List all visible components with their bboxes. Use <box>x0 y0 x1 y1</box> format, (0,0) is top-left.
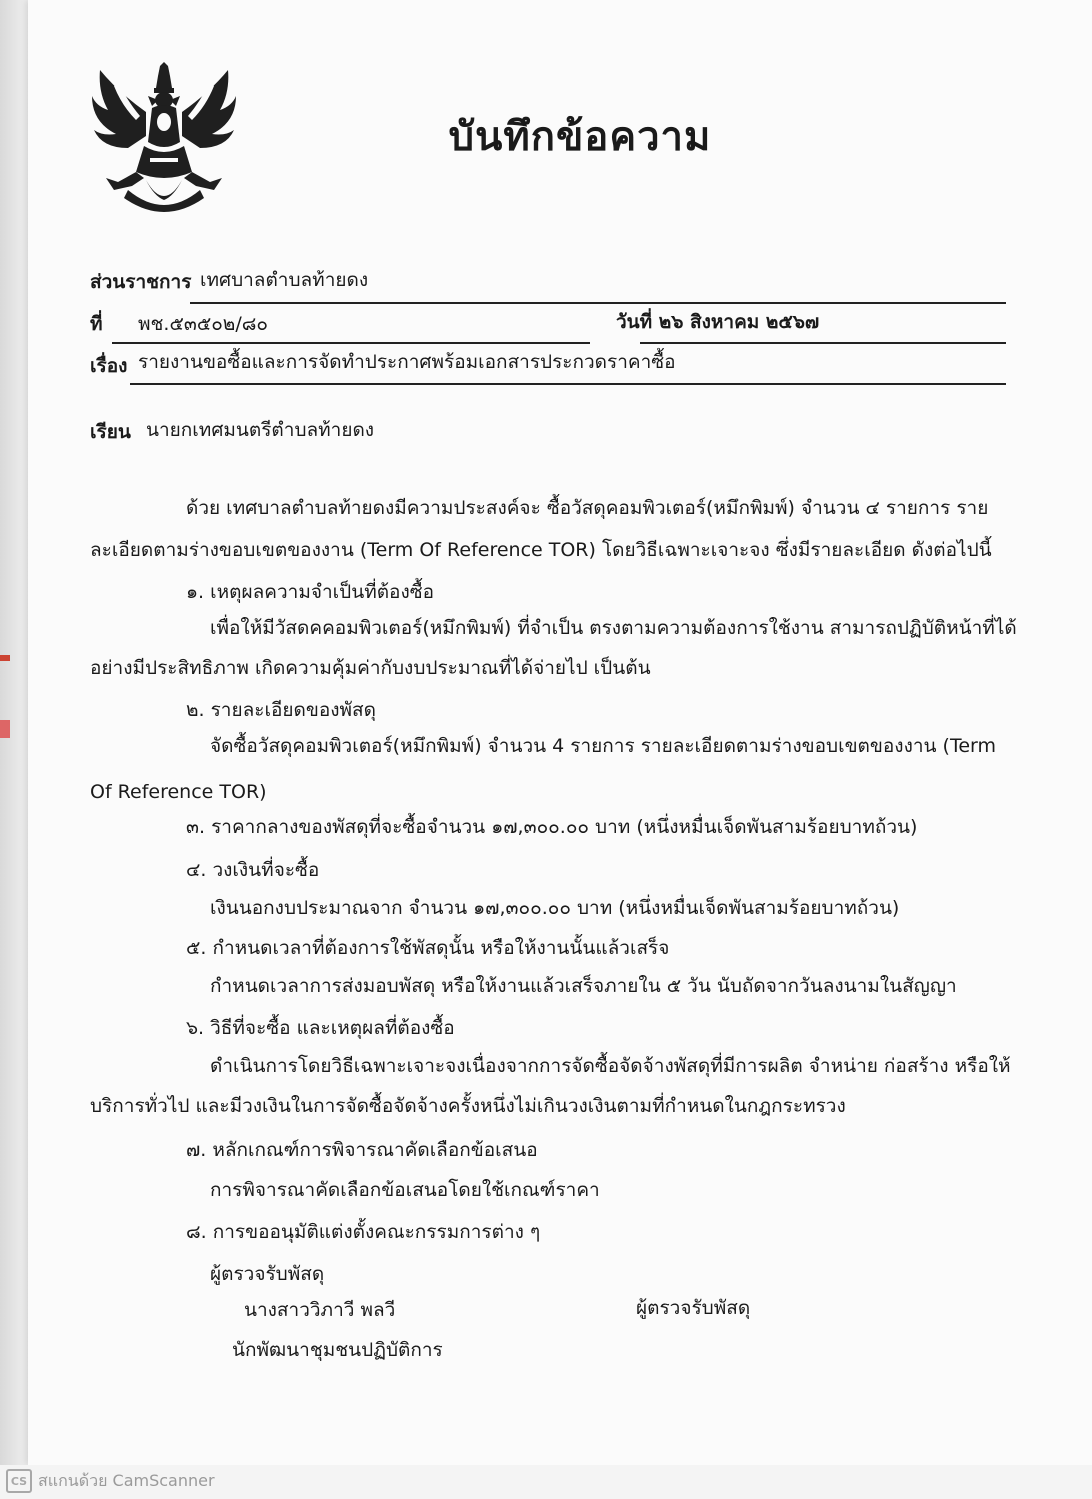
section-2-line-1: จัดซื้อวัสดุคอมพิวเตอร์(หมึกพิมพ์) จำนวน 4 รายการ รายละเอียดตามร่างขอบเขตของงาน (Term <box>210 735 997 757</box>
section-5-heading: ๕. กำหนดเวลาที่ต้องการใช้พัสดุนั้น หรือให้งานนั้นแล้วเสร็จ <box>186 937 670 959</box>
date-underline <box>640 342 1006 344</box>
agency-label: ส่วนราชการ <box>90 271 192 293</box>
section-4-line: เงินนอกงบประมาณจาก จำนวน ๑๗,๓๐๐.๐๐ บาท (หนึ่งหมื่นเจ็ดพันสามร้อยบาทถ้วน) <box>210 897 900 919</box>
section-7-heading: ๗. หลักเกณฑ์การพิจารณาคัดเลือกข้อเสนอ <box>186 1139 538 1161</box>
section-2-heading: ๒. รายละเอียดของพัสดุ <box>186 699 376 721</box>
ref-label: ที่ <box>90 313 103 335</box>
section-1-line-2: อย่างมีประสิทธิภาพ เกิดความคุ้มค่ากับงบประมาณที่ได้จ่ายไป เป็นต้น <box>90 657 651 679</box>
section-6-line-2: บริการทั่วไป และมีวงเงินในการจัดซื้อจัดจ้างครั้งหนึ่งไม่เกินวงเงินตามที่กำหนดในกฎกระทรวง <box>90 1095 846 1117</box>
subject-underline <box>130 383 1006 385</box>
section-6-heading: ๖. วิธีที่จะซื้อ และเหตุผลที่ต้องซื้อ <box>186 1017 455 1039</box>
salutation-label: เรียน <box>90 421 131 443</box>
intro-line-1: ด้วย เทศบาลตำบลท้ายดงมีความประสงค์จะ ซื้อวัสดุคอมพิวเตอร์(หมึกพิมพ์) จำนวน ๔ รายการ ราย <box>186 497 989 519</box>
camscanner-text: สแกนด้วย CamScanner <box>38 1470 215 1490</box>
scan-edge <box>0 0 28 1465</box>
memo-date: วันที่ ๒๖ สิงหาคม ๒๕๖๗ <box>616 311 820 333</box>
camscanner-watermark <box>6 1468 215 1494</box>
camscanner-logo-icon: CS <box>6 1469 32 1493</box>
section-4-heading: ๔. วงเงินที่จะซื้อ <box>186 859 320 881</box>
section-7-line: การพิจารณาคัดเลือกข้อเสนอโดยใช้เกณฑ์ราคา <box>210 1179 600 1201</box>
edge-mark <box>0 655 10 661</box>
section-8-subheading: ผู้ตรวจรับพัสดุ <box>210 1263 325 1285</box>
section-1-line-1: เพื่อให้มีวัสดคคอมพิวเตอร์(หมึกพิมพ์) ที่จำเป็น ตรงตามความต้องการใช้งาน สามารถปฏิบัติหน้าที่ได้ <box>210 617 1017 639</box>
section-5-line: กำหนดเวลาการส่งมอบพัสดุ หรือให้งานแล้วเสร็จภายใน ๕ วัน นับถัดจากวันลงนามในสัญญา <box>210 975 957 997</box>
memo-page <box>28 0 1092 1465</box>
section-6-line-1: ดำเนินการโดยวิธีเฉพาะเจาะจงเนื่องจากการจัดซื้อจัดจ้างพัสดุที่มีการผลิต จำหน่าย ก่อสร้าง หรือให้ <box>210 1055 1011 1077</box>
agency-value: เทศบาลตำบลท้ายดง <box>200 269 369 291</box>
edge-mark <box>0 720 10 738</box>
committee-member-name: นางสาววิภาวี พลวี <box>244 1299 396 1321</box>
section-1-heading: ๑. เหตุผลความจำเป็นที่ต้องซื้อ <box>186 581 435 603</box>
section-2-line-2: Of Reference TOR) <box>90 781 267 803</box>
salutation-value: นายกเทศมนตรีตำบลท้ายดง <box>146 419 375 441</box>
committee-member-role: ผู้ตรวจรับพัสดุ <box>636 1297 751 1319</box>
ref-value: พช.๕๓๕๐๒/๘๐ <box>138 313 268 335</box>
section-8-heading: ๘. การขออนุมัติแต่งตั้งคณะกรรมการต่าง ๆ <box>186 1221 541 1243</box>
agency-underline <box>190 302 1006 304</box>
section-3-line: ๓. ราคากลางของพัสดุที่จะซื้อจำนวน ๑๗,๓๐๐.๐๐ บาท (หนึ่งหมื่นเจ็ดพันสามร้อยบาทถ้วน) <box>186 816 918 838</box>
intro-line-2: ละเอียดตามร่างขอบเขตของงาน (Term Of Reference TOR) โดยวิธีเฉพาะเจาะจง ซึ่งมีรายละเอียด ดังต่อไปนี้ <box>90 539 992 561</box>
garuda-emblem-icon <box>88 62 240 218</box>
subject-value: รายงานขอซื้อและการจัดทำประกาศพร้อมเอกสารประกวดราคาซื้อ <box>138 351 676 373</box>
subject-label: เรื่อง <box>90 355 128 377</box>
memo-title: บันทึกข้อความ <box>448 114 712 160</box>
committee-member-position: นักพัฒนาชุมชนปฏิบัติการ <box>232 1339 443 1361</box>
ref-underline <box>112 342 590 344</box>
